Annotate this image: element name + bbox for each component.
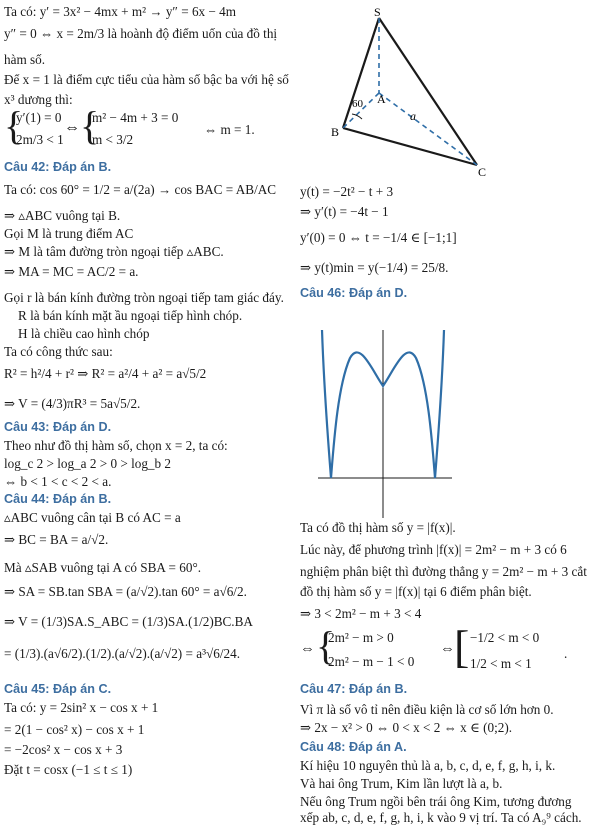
answer-heading-48: Câu 48: Đáp án A. bbox=[300, 740, 407, 754]
text-line: Vì π là số vô tỉ nên điều kiện là cơ số lớn hơn 0. bbox=[300, 702, 554, 717]
answer-heading-45: Câu 45: Đáp án C. bbox=[4, 682, 112, 696]
period: . bbox=[564, 646, 568, 661]
side-label: a bbox=[410, 109, 416, 123]
answer-heading-42: Câu 42: Đáp án B. bbox=[4, 160, 112, 174]
text-line: y(t) = −2t² − t + 3 bbox=[300, 184, 394, 199]
text-line: Gọi r là bán kính đường tròn ngoại tiếp tam giác đáy. bbox=[4, 290, 284, 305]
text-line: ⇒ BC = BA = a/√2. bbox=[4, 532, 109, 547]
answer-heading-47: Câu 47: Đáp án B. bbox=[300, 682, 408, 696]
text-line: ▵ABC vuông cân tại B có AC = a bbox=[4, 510, 181, 525]
text-line: ⇒ y′(t) = −4t − 1 bbox=[300, 204, 389, 219]
text-line: Theo như đồ thị hàm số, chọn x = 2, ta có: bbox=[4, 438, 228, 453]
text-line: Ta có: y′ = 3x² − 4mx + m² → y″ = 6x − 4m bbox=[4, 4, 237, 19]
brace-icon: { bbox=[80, 103, 100, 148]
text-line: y′(0) = 0 ⇔ t = −1/4 ∈ [−1;1] bbox=[300, 230, 457, 245]
brace-icon: [ bbox=[454, 621, 470, 672]
equation: 2m/3 < 1 bbox=[16, 132, 64, 147]
text-line: Nếu ông Trum ngồi bên trái ông Kim, tương đương bbox=[300, 794, 572, 809]
text-line: H là chiều cao hình chóp bbox=[18, 326, 150, 341]
text-line: Lúc này, để phương trình |f(x)| = 2m² − m + 3 có 6 bbox=[300, 542, 567, 557]
brace-icon: { bbox=[316, 623, 336, 668]
edge-sb bbox=[343, 18, 379, 128]
text-line: Gọi M là trung điểm AC bbox=[4, 226, 134, 241]
equation: −1/2 < m < 0 bbox=[470, 630, 540, 645]
text-line: ⇒ y(t)min = y(−1/4) = 25/8. bbox=[300, 260, 449, 275]
equivalence-sign: ⇔ bbox=[300, 641, 315, 657]
label-a: A bbox=[377, 92, 386, 106]
text-line: ⇒ MA = MC = AC/2 = a. bbox=[4, 264, 139, 279]
text-line: ⇒ M là tâm đường tròn ngoại tiếp ▵ABC. bbox=[4, 244, 224, 259]
text-line: x³ dương thì: bbox=[4, 92, 73, 107]
text-line: = −2cos² x − cos x + 3 bbox=[4, 742, 123, 757]
text-line: y″ = 0 ⇔ x = 2m/3 là hoành độ điểm uốn của đồ thị bbox=[4, 26, 278, 41]
equation: 1/2 < m < 1 bbox=[470, 656, 532, 671]
text-line: R² = h²/4 + r² ⇒ R² = a²/4 + a² = a√5/2 bbox=[4, 366, 207, 381]
text-line: ⇔ b < 1 < c < 2 < a. bbox=[4, 474, 112, 489]
text-line: ⇒ V = (4/3)πR³ = 5a√5/2. bbox=[4, 396, 141, 411]
equation: 2m² − m − 1 < 0 bbox=[328, 654, 415, 669]
angle-label: 60 bbox=[352, 98, 363, 110]
text-line: hàm số. bbox=[4, 52, 46, 67]
equation: m < 3/2 bbox=[92, 132, 134, 147]
text-line: Mà ▵SAB vuông tại A có SBA = 60°. bbox=[4, 560, 202, 575]
answer-heading-44: Câu 44: Đáp án B. bbox=[4, 492, 112, 506]
text-line: Ta có công thức sau: bbox=[4, 344, 113, 359]
equation: 2m² − m > 0 bbox=[328, 630, 394, 645]
text-line: = (1/3).(a√6/2).(1/2).(a/√2).(a/√2) = a³√6/24. bbox=[4, 646, 240, 661]
text-line: Và hai ông Trum, Kim lần lượt là a, b. bbox=[300, 776, 503, 791]
function-graph bbox=[318, 330, 452, 518]
text-line: xếp ab, c, d, e, f, g, h, i, k vào 9 vị trí. Ta có A₉⁹ cách. bbox=[300, 810, 582, 825]
text-line: Để x = 1 là điểm cực tiểu của hàm số bậc ba với hệ số bbox=[4, 72, 289, 87]
text-line: ⇒ 3 < 2m² − m + 3 < 4 bbox=[300, 606, 422, 621]
text-line: Ta có đồ thị hàm số y = |f(x)|. bbox=[300, 520, 456, 535]
label-c: C bbox=[478, 165, 487, 179]
text-line: đồ thị hàm số y = |f(x)| tại 6 điểm phân biệt. bbox=[300, 584, 532, 599]
equation: ⇔ m = 1. bbox=[204, 122, 255, 137]
equivalence-sign: ⇔ bbox=[64, 119, 80, 136]
equivalence-sign: ⇔ bbox=[440, 641, 455, 657]
equation: m² − 4m + 3 = 0 bbox=[92, 110, 179, 125]
answer-heading-43: Câu 43: Đáp án D. bbox=[4, 420, 112, 434]
answer-heading-46: Câu 46: Đáp án D. bbox=[300, 286, 408, 300]
label-b: B bbox=[331, 125, 340, 139]
text-line: = 2(1 − cos² x) − cos x + 1 bbox=[4, 722, 145, 737]
text-line: Đặt t = cosx (−1 ≤ t ≤ 1) bbox=[4, 762, 133, 777]
text-line: ⇒ ▵ABC vuông tại B. bbox=[4, 208, 121, 223]
pyramid-figure bbox=[330, 0, 500, 180]
text-line: R là bán kính mặt ầu ngoại tiếp hình chóp. bbox=[18, 308, 243, 323]
text-line: ⇒ 2x − x² > 0 ⇔ 0 < x < 2 ⇔ x ∈ (0;2). bbox=[300, 720, 513, 735]
edge-ac bbox=[379, 93, 477, 165]
text-line: Ta có: y = 2sin² x − cos x + 1 bbox=[4, 700, 159, 715]
text-line: ⇒ SA = SB.tan SBA = (a/√2).tan 60° = a√6/2. bbox=[4, 584, 247, 599]
text-line: Ta có: cos 60° = 1/2 = a/(2a) → cos BAC = AB/AC bbox=[4, 182, 277, 197]
text-line: nghiệm phân biệt thì đường thẳng y = 2m² − m + 3 cắt bbox=[300, 564, 587, 579]
equation: y′(1) = 0 bbox=[16, 110, 62, 125]
text-line: ⇒ V = (1/3)SA.S_ABC = (1/3)SA.(1/2)BC.BA bbox=[4, 614, 253, 629]
brace-icon: { bbox=[4, 103, 24, 148]
label-s: S bbox=[374, 5, 381, 19]
text-line: log_c 2 > log_a 2 > 0 > log_b 2 bbox=[4, 456, 171, 471]
text-line: Kí hiệu 10 nguyên thủ là a, b, c, d, e, f, g, h, i, k. bbox=[300, 758, 556, 773]
